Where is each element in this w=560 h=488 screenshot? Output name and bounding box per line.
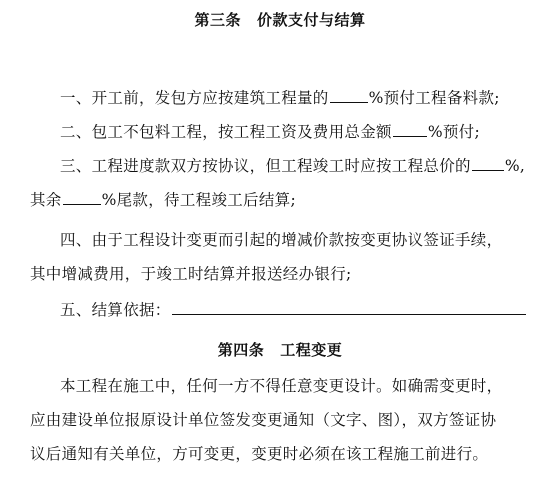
clause-3 (60, 154, 525, 176)
clause-2 (60, 120, 480, 142)
article-4-para-line-2: 应由建设单位报原设计单位签发变更通知（文字、图），双方签证协 (30, 411, 497, 429)
blank-field (330, 86, 368, 103)
article-3-number: 第三条 (194, 11, 241, 29)
clause-3-text: 三、工程进度款双方按协议，但工程竣工时应按工程总价的 (60, 157, 471, 175)
article-3-heading (0, 10, 560, 30)
clause-5-text: 五、结算依据： (60, 301, 171, 319)
blank-field (63, 188, 101, 205)
clause-2-text-end: %预付; (427, 123, 480, 141)
blank-field (472, 154, 504, 171)
article-4-para-line-1: 本工程在施工中，任何一方不得任意变更设计。如确需变更时， (60, 377, 503, 395)
article-3-title: 价款支付与结算 (257, 11, 366, 29)
clause-1-text: 一、开工前，发包方应按建筑工程量的 (60, 89, 329, 107)
clause-1-text-end: %预付工程备料款; (368, 89, 500, 107)
clause-3-text-end: %, (504, 157, 526, 175)
blank-field (172, 298, 526, 315)
blank-field (393, 120, 427, 137)
article-4-heading (0, 340, 560, 360)
clause-4: 四、由于工程设计变更而引起的增减价款按变更协议签证手续， (60, 231, 503, 249)
clause-4-continuation: 其中增减费用，于竣工时结算并报送经办银行; (30, 265, 352, 283)
article-4-para-line-3: 议后通知有关单位，方可变更，变更时必须在该工程施工前进行。 (30, 445, 489, 463)
clause-3-continuation (30, 188, 296, 210)
article-4-title: 工程变更 (280, 341, 343, 359)
clause-3-cont-text-end: %尾款，待工程竣工后结算; (101, 191, 296, 209)
clause-1 (60, 86, 500, 108)
clause-5 (60, 298, 527, 320)
article-4-number: 第四条 (217, 341, 265, 359)
clause-3-cont-text: 其余 (30, 191, 62, 209)
clause-2-text: 二、包工不包料工程，按工程工资及费用总金额 (60, 123, 392, 141)
